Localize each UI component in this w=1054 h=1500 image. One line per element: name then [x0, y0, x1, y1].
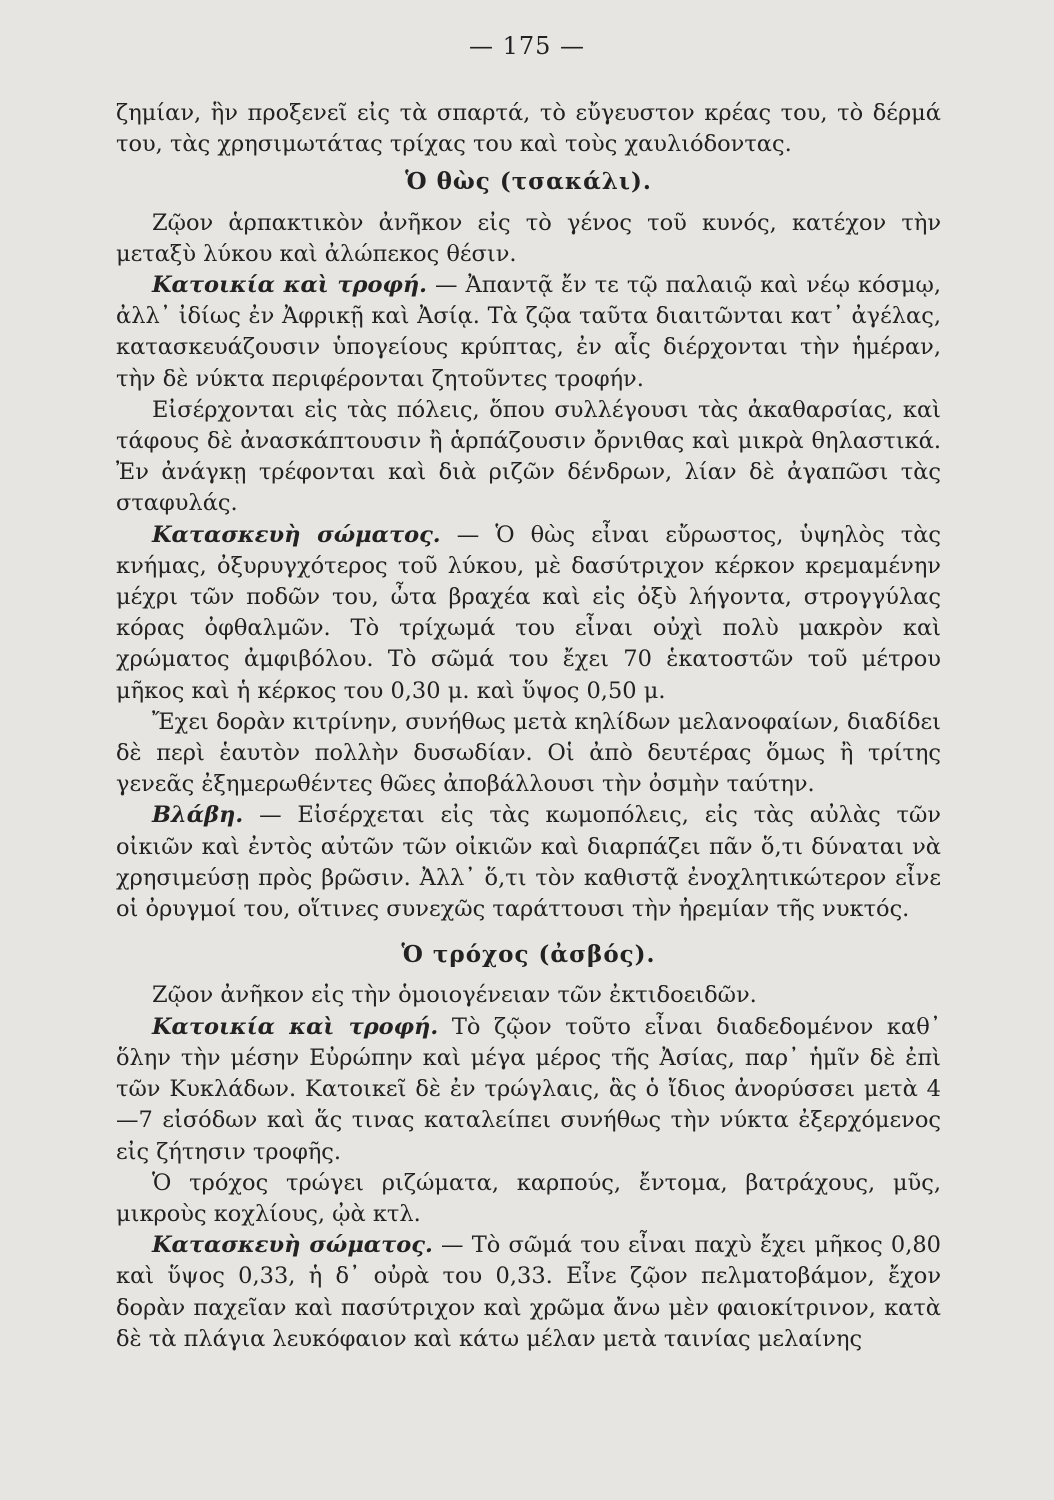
badger-habitat-text: Τὸ ζῷον τοῦτο εἶναι διαδεδομένον καθ᾽ ὅλην τὴν μέσην Εὐρώπην καὶ μέγα μέρος τῆς Ἀσίας, παρ᾽ ἡμῖν δὲ ἐπὶ τῶν Κυκλάδων. Κατοικεῖ δὲ ἐν τρώγλαις, ἃς ὁ ἴδιος ἀνορύσσει μετὰ 4—7 εἰσόδων καὶ ἅς τινας καταλείπει συνήθως τὴν νύκτα ἐξερχόμενος εἰς ζήτησιν τροφῆς.: [116, 1013, 941, 1165]
text-column: [116, 98, 941, 1355]
badger-body-label: Κατασκευὴ σώματος.: [152, 1232, 433, 1259]
jackal-body-label: Κατασκευὴ σώματος.: [152, 521, 441, 548]
jackal-harm-label: Βλάβη.: [152, 802, 244, 829]
badger-habitat-label: Κατοικία καὶ τροφή.: [152, 1013, 439, 1040]
badger-food-paragraph: Ὁ τρόχος τρώγει ριζώματα, καρπούς, ἔντομα, βατράχους, μῦς, μικροὺς κοχλίους, ᾠὰ κτλ.: [116, 1169, 941, 1227]
jackal-harm-paragraph: [116, 800, 941, 925]
jackal-section-title: Ὁ θὼς (τσακάλι).: [405, 168, 652, 196]
jackal-body-paragraph-2: Ἔχει δορὰν κιτρίνην, συνήθως μετὰ κηλίδων μελανοφαίων, διαδίδει δὲ περὶ ἑαυτὸν πολλὴν δυσωδίαν. Οἱ ἀπὸ δευτέρας ὅμως ἢ τρίτης γενεᾶς ἐξημερωθέντες θῶες ἀποβάλλουσι τὴν ὀσμὴν ταύτην.: [116, 708, 941, 798]
badger-body-text: — Τὸ σῶμά του εἶναι παχὺ ἔχει μῆκος 0,80 καὶ ὕψος 0,33, ἡ δ᾽ οὐρὰ του 0,33. Εἶνε ζῷον πελματοβάμον, ἔχον δορὰν παχεῖαν καὶ πασύτριχον καὶ χρῶμα ἄνω μὲν φαιοκίτρινον, κατὰ δὲ τὰ πλάγια λευκόφαιον καὶ κάτω μέλαν μετὰ ταινίας μελαίνης: [116, 1232, 941, 1352]
page-number: — 175 —: [468, 32, 586, 60]
badger-intro: Ζῷον ἀνῆκον εἰς τὴν ὁμοιογένειαν τῶν ἐκτιδοειδῶν.: [152, 982, 757, 1009]
badger-section-title: Ὁ τρόχος (ἀσβός).: [401, 941, 656, 969]
jackal-body-text: — Ὁ θὼς εἶναι εὔρωστος, ὑψηλὸς τὰς κνήμας, ὀξυρυγχότερος τοῦ λύκου, μὲ δασύτριχον κέρκον κρεμαμένην μέχρι τῶν ποδῶν του, ὦτα βραχέα καὶ εἰς ὀξὺ λήγοντα, στρογγύλας κόρας ὀφθαλμῶν. Τὸ τρίχωμά του εἶναι οὐχὶ πολὺ μακρὸν καὶ χρώματος ἀμφιβόλου. Τὸ σῶμά του ἔχει 70 ἑκατοστῶν τοῦ μέτρου μῆκος καὶ ἡ κέρκος του 0,30 μ. καὶ ὕψος 0,50 μ.: [116, 521, 941, 704]
badger-habitat-paragraph: [116, 1012, 941, 1168]
jackal-habitat-paragraph: [116, 270, 941, 395]
jackal-habitat-text: — Ἀπαντᾷ ἔν τε τῷ παλαιῷ καὶ νέῳ κόσμῳ, ἀλλ᾽ ἰδίως ἐν Ἀφρικῇ καὶ Ἀσίᾳ. Τὰ ζῷα ταῦτα διαιτῶνται κατ᾽ ἀγέλας, κατασκευάζουσιν ὑπογείους κρύπτας, ἐν αἷς διέρχονται τὴν ἡμέραν, τὴν δὲ νύκτα περιφέρονται ζητοῦντες τροφήν.: [116, 272, 941, 392]
jackal-body-paragraph: [116, 520, 941, 707]
jackal-habitat-paragraph-2: Εἰσέρχονται εἰς τὰς πόλεις, ὅπου συλλέγουσι τὰς ἀκαθαρσίας, καὶ τάφους δὲ ἀνασκάπτουσιν ἢ ἁρπάζουσιν ὄρνιθας καὶ μικρὰ θηλαστικά. Ἐν ἀνάγκῃ τρέφονται καὶ διὰ ριζῶν δένδρων, λίαν δὲ ἀγαπῶσι τὰς σταφυλάς.: [116, 396, 941, 517]
jackal-intro: Ζῷον ἁρπακτικὸν ἀνῆκον εἰς τὸ γένος τοῦ κυνός, κατέχον τὴν μεταξὺ λύκου καὶ ἀλώπεκος θέσιν.: [116, 209, 941, 267]
badger-body-paragraph: [116, 1230, 941, 1355]
intro-paragraph: ζημίαν, ἣν προξενεῖ εἰς τὰ σπαρτά, τὸ εὔγευστον κρέας του, τὸ δέρμά του, τὰς χρησιμωτάτας τρίχας του καὶ τοὺς χαυλιόδοντας.: [116, 100, 941, 158]
jackal-habitat-label: Κατοικία καὶ τροφή.: [152, 272, 428, 299]
jackal-harm-text: — Εἰσέρχεται εἰς τὰς κωμοπόλεις, εἰς τὰς αὐλὰς τῶν οἰκιῶν καὶ ἐντὸς αὐτῶν τῶν οἰκιῶν καὶ διαρπάζει πᾶν ὅ,τι δύναται νὰ χρησιμεύσῃ πρὸς βρῶσιν. Ἀλλ᾽ ὅ,τι τὸν καθιστᾷ ἐνοχλητικώτερον εἶνε οἱ ὀρυγμοί του, οἵτινες συνεχῶς ταράττουσι τὴν ἠρεμίαν τῆς νυκτός.: [116, 802, 941, 923]
